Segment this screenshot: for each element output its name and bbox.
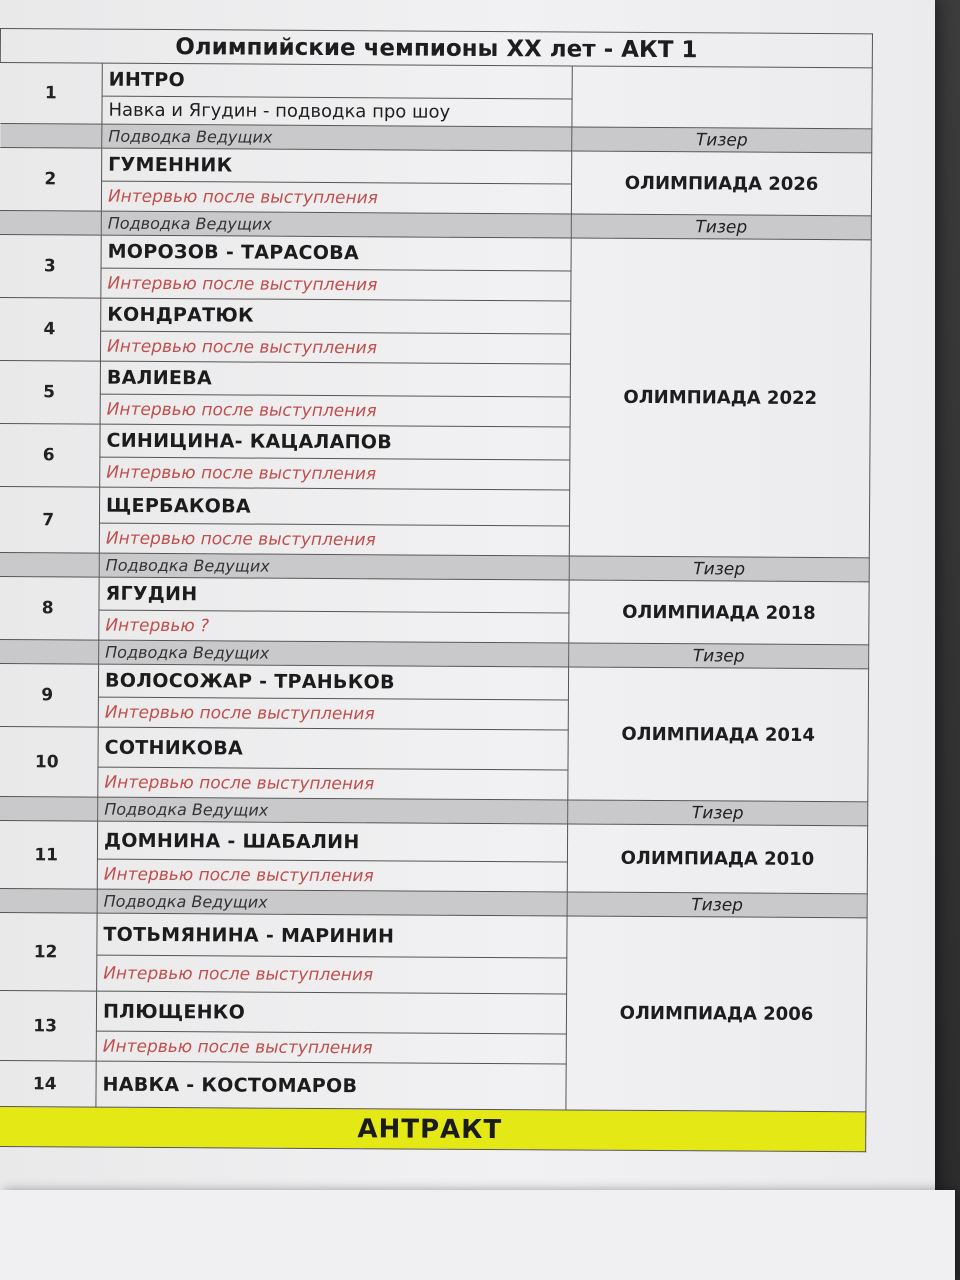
act-name: КОНДРАТЮК	[101, 298, 571, 334]
paper-edge	[0, 1190, 955, 1280]
row-number: 1	[0, 63, 102, 125]
host-intro: Подводка Ведущих	[101, 211, 571, 238]
row-number: 12	[0, 912, 97, 991]
act-name: ГУМЕННИК	[102, 148, 572, 184]
olympics-label: ОЛИМПИАДА 2010	[567, 824, 867, 894]
row-number: 7	[0, 486, 100, 553]
interview-note: Интервью после выступления	[101, 268, 571, 301]
interview-note: Интервью после выступления	[97, 955, 567, 994]
act-name: СИНИЦИНА- КАЦАЛАПОВ	[100, 424, 570, 460]
spacer-cell	[0, 888, 97, 913]
teaser: Тизер	[569, 643, 869, 669]
row-number: 5	[0, 360, 100, 424]
olympics-label: ОЛИМПИАДА 2026	[571, 151, 871, 216]
host-intro: Подводка Ведущих	[99, 553, 569, 580]
olympics-label: ОЛИМПИАДА 2006	[566, 916, 867, 1112]
row-number: 9	[0, 663, 99, 727]
teaser: Тизер	[571, 214, 871, 240]
olympics-label: ОЛИМПИАДА 2022	[569, 238, 871, 558]
act-name: СОТНИКОВА	[98, 727, 568, 770]
spacer-cell	[0, 639, 99, 664]
row-number: 14	[0, 1060, 96, 1107]
row-number: 13	[0, 990, 97, 1061]
row-number: 2	[0, 148, 102, 212]
act-name: ВОЛОСОЖАР - ТРАНЬКОВ	[98, 664, 568, 700]
interview-note: Интервью после выступления	[98, 767, 568, 800]
act-name: ТОТЬМЯНИНА - МАРИНИН	[97, 913, 567, 958]
running-order-sheet	[0, 28, 872, 1198]
act-name: ПЛЮЩЕНКО	[96, 991, 566, 1034]
act-name: ИНТРО	[102, 63, 572, 99]
act-name: ВАЛИЕВА	[100, 361, 570, 397]
olympics-label: ОЛИМПИАДА 2018	[569, 580, 869, 645]
intermission-banner: АНТРАКТ	[0, 1106, 866, 1151]
act-name: МОРОЗОВ - ТАРАСОВА	[101, 235, 571, 271]
interview-note: Интервью ?	[99, 610, 569, 643]
host-intro: Подводка Ведущих	[102, 124, 572, 151]
teaser: Тизер	[567, 892, 867, 918]
intro-note: Навка и Ягудин - подводка про шоу	[102, 96, 572, 127]
row-number: 3	[0, 234, 101, 298]
teaser: Тизер	[572, 127, 872, 153]
row-number: 6	[0, 423, 100, 487]
page-title: Олимпийские чемпионы XX лет - АКТ 1	[0, 29, 872, 68]
act-name: ДОМНИНА - ШАБАЛИН	[97, 821, 567, 862]
row-number: 10	[0, 726, 98, 797]
host-intro: Подводка Ведущих	[97, 889, 567, 916]
spacer-cell	[0, 796, 98, 821]
teaser: Тизер	[569, 556, 869, 582]
interview-note: Интервью после выступления	[100, 394, 570, 427]
row-number: 4	[0, 297, 101, 361]
interview-note: Интервью после выступления	[97, 859, 567, 892]
spacer-cell	[0, 124, 102, 149]
teaser: Тизер	[568, 800, 868, 826]
row-number: 8	[0, 576, 99, 640]
act-name: ЯГУДИН	[99, 577, 569, 613]
interview-note: Интервью после выступления	[100, 331, 570, 364]
running-order-table	[0, 28, 873, 1152]
olympics-empty-cell	[572, 66, 872, 129]
olympics-label: ОЛИМПИАДА 2014	[568, 667, 869, 802]
spacer-cell	[0, 552, 99, 577]
spacer-cell	[0, 210, 101, 235]
interview-note: Интервью после выступления	[100, 457, 570, 490]
interview-note: Интервью после выступления	[96, 1031, 566, 1064]
interview-note: Интервью после выступления	[99, 523, 569, 556]
interview-note: Интервью после выступления	[98, 697, 568, 730]
act-name: ЩЕРБАКОВА	[99, 487, 569, 526]
row-number: 11	[0, 820, 98, 889]
act-name: НАВКА - КОСТОМАРОВ	[96, 1061, 566, 1110]
host-intro: Подводка Ведущих	[98, 797, 568, 824]
host-intro: Подводка Ведущих	[99, 640, 569, 667]
interview-note: Интервью после выступления	[101, 181, 571, 214]
